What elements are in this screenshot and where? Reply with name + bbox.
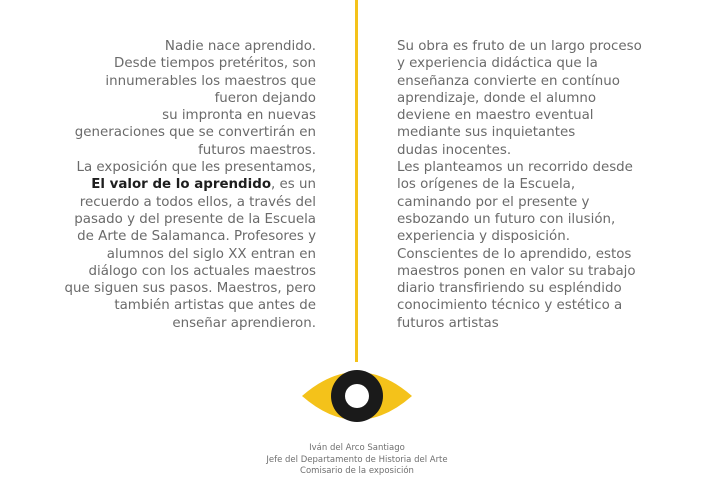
right-line: mediante sus inquietantes	[397, 125, 576, 141]
left-line: enseñar aprendieron.	[172, 315, 316, 331]
left-line: pasado y del presente de la Escuela	[74, 211, 316, 227]
right-line: experiencia y disposición.	[397, 229, 570, 245]
curator-name: Iván del Arco Santiago	[309, 443, 405, 453]
left-line: diálogo con los actuales maestros	[88, 263, 316, 279]
left-line: La exposición que les presentamos,	[76, 160, 316, 176]
vertical-divider-line	[355, 0, 358, 362]
right-line: aprendizaje, donde el alumno	[397, 90, 597, 106]
left-text-column	[38, 38, 316, 332]
highlight-line-rest: , es un	[271, 177, 316, 193]
left-line: de Arte de Salamanca. Profesores y	[77, 229, 316, 245]
credits-block	[0, 443, 714, 478]
curator-role: Jefe del Departamento de Historia del Arte	[266, 454, 448, 465]
right-line: los orígenes de la Escuela,	[397, 177, 576, 193]
left-line: generaciones que se convertirán en	[74, 125, 316, 141]
left-line: innumerables los maestros que	[105, 73, 316, 89]
right-line: maestros ponen en valor su trabajo	[397, 263, 636, 279]
right-line: caminando por el presente y	[397, 194, 590, 210]
right-line: enseñanza convierte en contínuo	[397, 73, 620, 89]
left-line: que siguen sus pasos. Maestros, pero	[64, 281, 316, 297]
eye-center	[345, 384, 369, 408]
curator-position: Comisario de la exposición	[300, 466, 414, 476]
left-line: recuerdo a todos ellos, a través del	[79, 194, 316, 210]
right-line: futuros artistas	[397, 315, 499, 331]
right-line: Les planteamos un recorrido desde	[397, 160, 633, 176]
exhibition-title: El valor de lo aprendido	[91, 177, 272, 193]
right-line: Conscientes de lo aprendido, estos	[397, 246, 632, 262]
right-line: conocimiento técnico y estético a	[397, 298, 623, 314]
left-line: futuros maestros.	[198, 142, 316, 158]
right-line: esbozando un futuro con ilusión,	[397, 211, 616, 227]
left-line: alumnos del siglo XX entran en	[106, 246, 316, 262]
left-line: Nadie nace aprendido.	[164, 39, 316, 54]
highlight-line	[38, 176, 316, 193]
eye-logo-icon	[302, 356, 412, 436]
right-line: y experiencia didáctica que la	[397, 56, 598, 72]
left-line: su impronta en nuevas	[162, 108, 316, 124]
right-line: Su obra es fruto de un largo proceso	[397, 39, 642, 54]
right-line: dudas inocentes.	[397, 142, 512, 158]
left-line: fueron dejando	[214, 90, 316, 106]
right-line: diario transfiriendo su espléndido	[397, 281, 622, 297]
left-line: también artistas que antes de	[114, 298, 316, 314]
right-text-column	[397, 38, 669, 332]
left-line: Desde tiempos pretéritos, son	[114, 56, 316, 72]
right-line: deviene en maestro eventual	[397, 108, 594, 124]
